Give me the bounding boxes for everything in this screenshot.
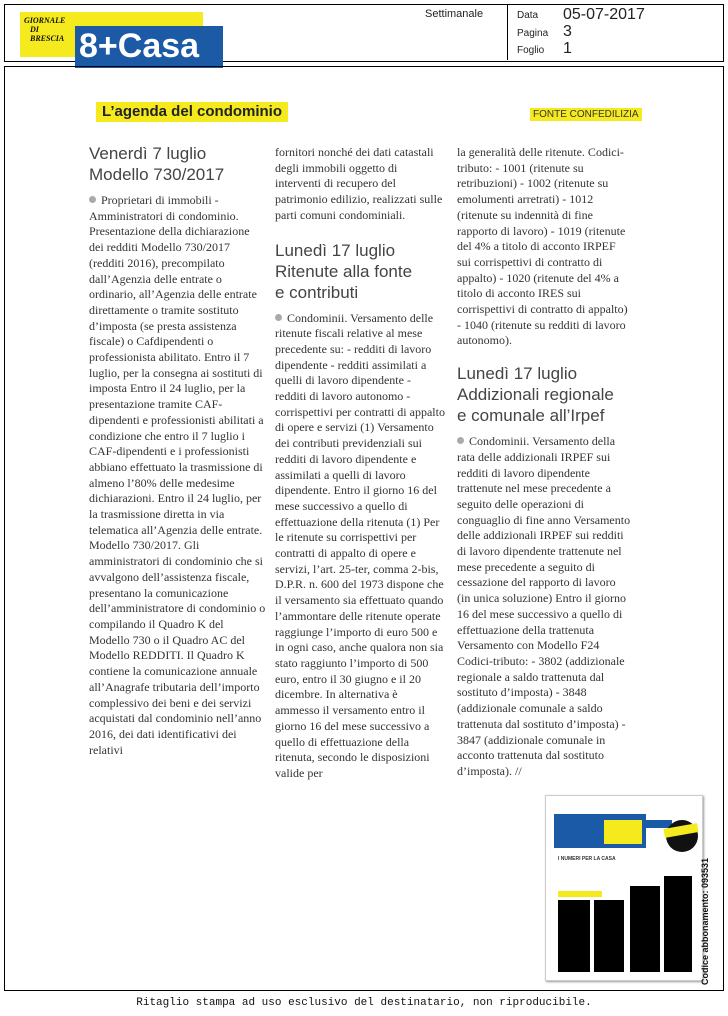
section-2-text: Condominii. Versamento delle ritenute fiscali relative al mese precedente su: - redditi di lavoro dipendente - redditi assimilati a quelli di lavoro dipendente - redditi di lavoro autonomo - corrispettivi per contratti di appalto di opere e servizi (1) Versamento dei contributi previdenziali sui redditi di lavoro dipendente e assimilati a quelli di lavoro dipendente. Entro il giorno 16 del mese successivo a quello di effettuazione della ritenuta (1) Per le ritenute su corrispettivi per contratti di appalto di opere e servizi, l’art. 25-ter, comma 2-bis, D.P.R. n. 600 del 1973 dispone che il versamento sia effettuato quando l’ammontare delle ritenute operate raggiunge l’importo di euro 500 e in ogni caso, anche qualora non sia stato raggiunto l’importo di 500 euro, entro il 30 giugno e il 20 dicembre. In alternativa è ammesso il versamento entro il giorno 16 del mese successivo a quello di effettuazione della ritenuta, secondo le disposizioni valide per: [275, 310, 445, 780]
date-label: Data: [517, 10, 539, 21]
header-divider: [507, 4, 508, 60]
heading-line: Modello 730/2017: [89, 165, 225, 184]
section-3-body: [457, 434, 631, 779]
heading-line: Ritenute alla fonte: [275, 261, 413, 281]
source-label: FONTE CONFEDILIZIA: [530, 108, 642, 121]
heading-line: Lunedì 17 luglio: [457, 364, 578, 384]
sheet-label: Foglio: [517, 45, 545, 56]
page-label: Pagina: [517, 28, 549, 39]
heading-ritenute: [275, 240, 445, 303]
thumbnail-dark-block: [594, 900, 624, 972]
section-2-body: [275, 311, 445, 782]
section-1-text: Proprietari di immobili - Amministratori di condominio. Presentazione della dichiarazione dei redditi Modello 730/2017 (redditi 2016), precompilato dall’Agenzia delle entrate o ordinario, all’Agenzia delle entrate direttamente o tramite sostituto d’imposta (se presta assistenza fiscale) o Cafdipendenti o professionista abilitato. Entro il 7 luglio, per la consegna ai sostituti di imposta Entro il 24 luglio, per la presentazione tramite CAF-dipendenti e professionisti abilitati a condizione che entro il 7 luglio i CAF-dipendenti e i professionisti abbiano effettuato la trasmissione di almeno l’80% delle medesime dichiarazioni. Entro il 24 luglio, per la trasmissione diretta in via telematica all’Agenzia delle entrate. Modello 730/2017. Gli amministratori di condominio che si avvalgono dell’assistenza fiscale, presentano la comunicazione dell’amministratore di condominio o compilando il Quadro K del Modello 730 o il Quadro AC del Modello REDDITI. Il Quadro K contiene la comunicazione annuale all’Anagrafe tributaria dell’importo complessivo dei beni e dei servizi acquistati dal condominio nell’anno 2016, dei dati identificativi dei relativi: [89, 193, 266, 757]
bullet-icon: [89, 196, 96, 203]
date-value: 05-07-2017: [563, 6, 645, 23]
section-1-body: [89, 193, 267, 758]
heading-line: Lunedì 17 luglio: [275, 240, 396, 260]
publication-frequency: Settimanale: [425, 8, 484, 20]
thumbnail-yellow-box: [604, 820, 642, 844]
section-1-continuation: fornitori nonché dei dati catastali degli immobili oggetto di interventi di recupero del patrimonio edilizio, realizzati sulle parti comuni condominiali.: [275, 145, 443, 222]
section-banner: L’agenda del condominio: [96, 102, 288, 122]
section-3-text: Condominii. Versamento della rata delle addizionali IRPEF sui redditi di lavoro dipendente trattenute nel mese precedente a seguito delle operazioni di conguaglio di fine anno Versamento delle addizionali IRPEF sui redditi di lavoro dipendente trattenute nel mese precedente a seguito di cessazione del rapporto di lavoro (in unica soluzione) Entro il giorno 16 del mese successivo a quello di effettuazione della trattenuta Versamento con Modello F24 Codici-tributo: - 3802 (addizionale regionale a saldo trattenuta dal sostituto d’imposta) - 3848 (addizionale comunale a saldo trattenuta dal sostituto d’imposta) - 3847 (addizionale comunale in acconto trattenuta dal sostituto d’imposta). //: [457, 434, 631, 778]
logo-line-2: DI BRESCIA: [30, 25, 65, 43]
logo-line-1: GIORNALE: [24, 16, 66, 25]
publication-logo: [20, 12, 203, 65]
thumbnail-agenda-box: [558, 891, 602, 897]
thumbnail-dark-block: [664, 876, 692, 972]
bullet-icon: [275, 314, 282, 321]
subscription-code: Codice abbonamento: 093531: [700, 857, 710, 985]
bullet-icon: [457, 437, 464, 444]
thumbnail-dark-block: [558, 900, 590, 972]
logo-8casa: 8+Casa: [75, 26, 223, 68]
heading-venerdi-7-luglio: [89, 143, 267, 185]
heading-line: Venerdì 7 luglio: [89, 144, 207, 163]
heading-line: e contributi: [275, 282, 359, 302]
logo-giornale-di-brescia: [24, 16, 68, 43]
page-value: 3: [563, 23, 572, 40]
article-column-1: [89, 143, 267, 758]
page-thumbnail: [545, 795, 703, 981]
section-2-continuation: la generalità delle ritenute. Codici-tributo: - 1001 (ritenute su retribuzioni) - 1002 (ritenute su emolumenti arretrati) - 1012 (ritenute su indennità di fine rapporto di lavoro) - 1019 (ritenute del 4% a titolo di acconto IRPEF sui corrispettivi di contratto di appalto) - 1020 (ritenute del 4% a titolo di acconto IRES sui corrispettivi di contratto di appalto) - 1040 (ritenute su redditi di lavoro autonomo).: [457, 145, 628, 348]
article-column-3: [457, 145, 631, 780]
thumbnail-caption: I NUMERI PER LA CASA: [558, 856, 616, 862]
article-column-2: [275, 145, 445, 782]
sheet-value: 1: [563, 40, 572, 57]
heading-addizionali: [457, 363, 631, 426]
heading-line: Addizionali regionale: [457, 385, 614, 405]
thumbnail-dark-block: [630, 886, 660, 972]
footer-disclaimer: Ritaglio stampa ad uso esclusivo del destinatario, non riproducibile.: [136, 997, 592, 1009]
heading-line: e comunale all’Irpef: [457, 406, 605, 426]
